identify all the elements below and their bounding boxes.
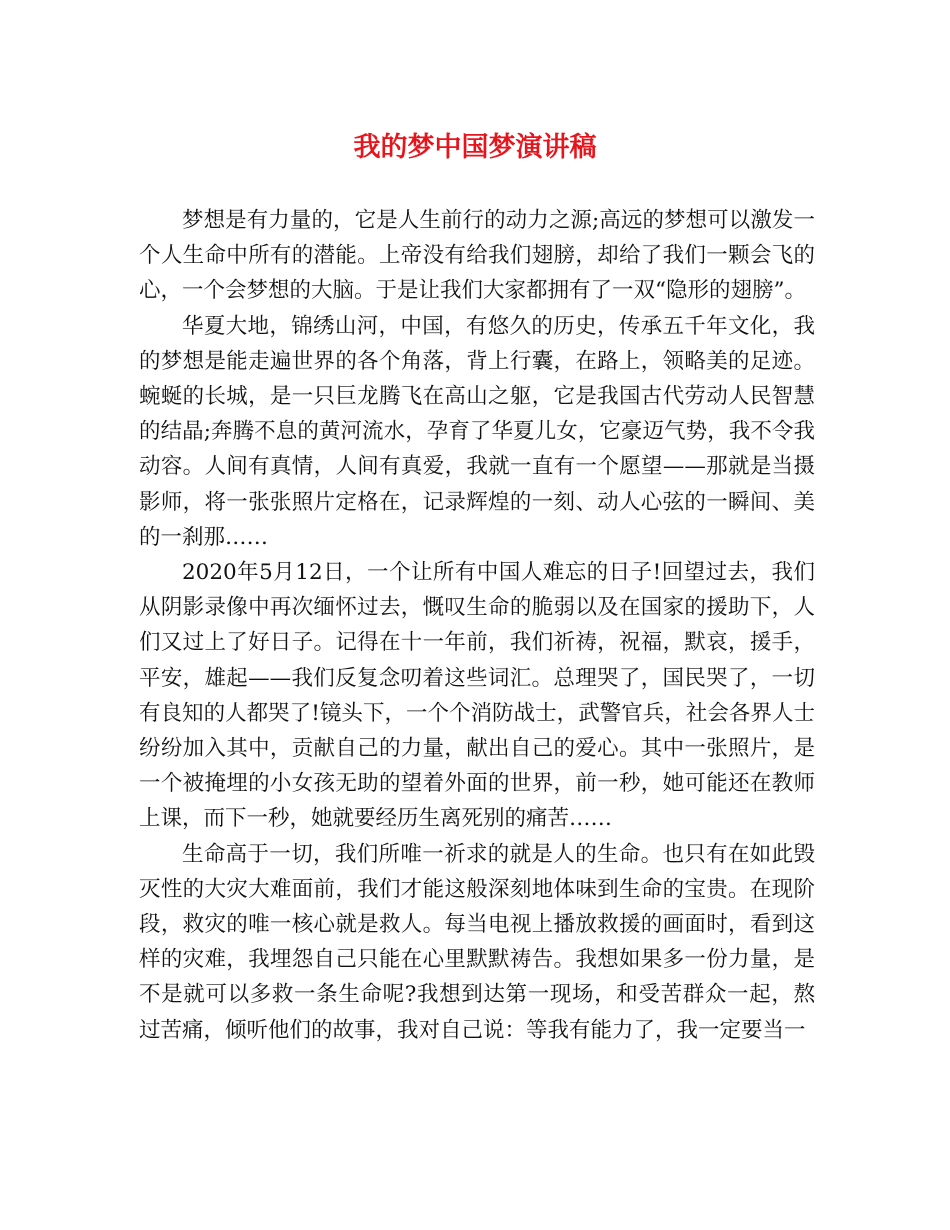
paragraph: 华夏大地，锦绣山河，中国，有悠久的历史，传承五千年文化，我的梦想是能走遍世界的各个角落，背上行囊，在路上，领略美的足迹。蜿蜒的长城，是一只巨龙腾飞在高山之躯，它是我国古代劳动人民智慧的结晶;奔腾不息的黄河流水，孕育了华夏儿女，它豪迈气势，我不令我动容。人间有真情，人间有真爱，我就一直有一个愿望——那就是当摄影师，将一张张照片定格在，记录辉煌的一刻、动人心弦的一瞬间、美的一刹那…… xyxy=(139,313,815,550)
paragraph: 2020年5月12日，一个让所有中国人难忘的日子!回望过去，我们从阴影录像中再次缅怀过去，慨叹生命的脆弱以及在国家的援助下，人们又过上了好日子。记得在十一年前，我们祈祷，祝福，默哀，援手，平安，雄起——我们反复念叨着这些词汇。总理哭了，国民哭了，一切有良知的人都哭了!镜头下，一个个消防战士，武警官兵，社会各界人士纷纷加入其中，贡献自己的力量，献出自己的爱心。其中一张照片，是一个被掩埋的小女孩无助的望着外面的世界，前一秒，她可能还在教师上课，而下一秒，她就要经历生离死别的痛苦…… xyxy=(139,560,815,832)
document-body xyxy=(139,203,815,1048)
paragraph: 生命高于一切，我们所唯一祈求的就是人的生命。也只有在如此毁灭性的大灾大难面前，我们才能这般深刻地体味到生命的宝贵。在现阶段，救灾的唯一核心就是救人。每当电视上播放救援的画面时，看到这样的灾难，我埋怨自己只能在心里默默祷告。我想如果多一份力量，是不是就可以多救一条生命呢?我想到达第一现场，和受苦群众一起，熬过苦痛，倾听他们的故事，我对自己说：等我有能力了，我一定要当一 xyxy=(139,841,815,1043)
paragraph: 梦想是有力量的，它是人生前行的动力之源;高远的梦想可以激发一个人生命中所有的潜能。上帝没有给我们翅膀，却给了我们一颗会飞的心，一个会梦想的大脑。于是让我们大家都拥有了一双“隐形的翅膀”。 xyxy=(139,208,815,304)
document-title: 我的梦中国梦演讲稿 xyxy=(353,132,597,163)
